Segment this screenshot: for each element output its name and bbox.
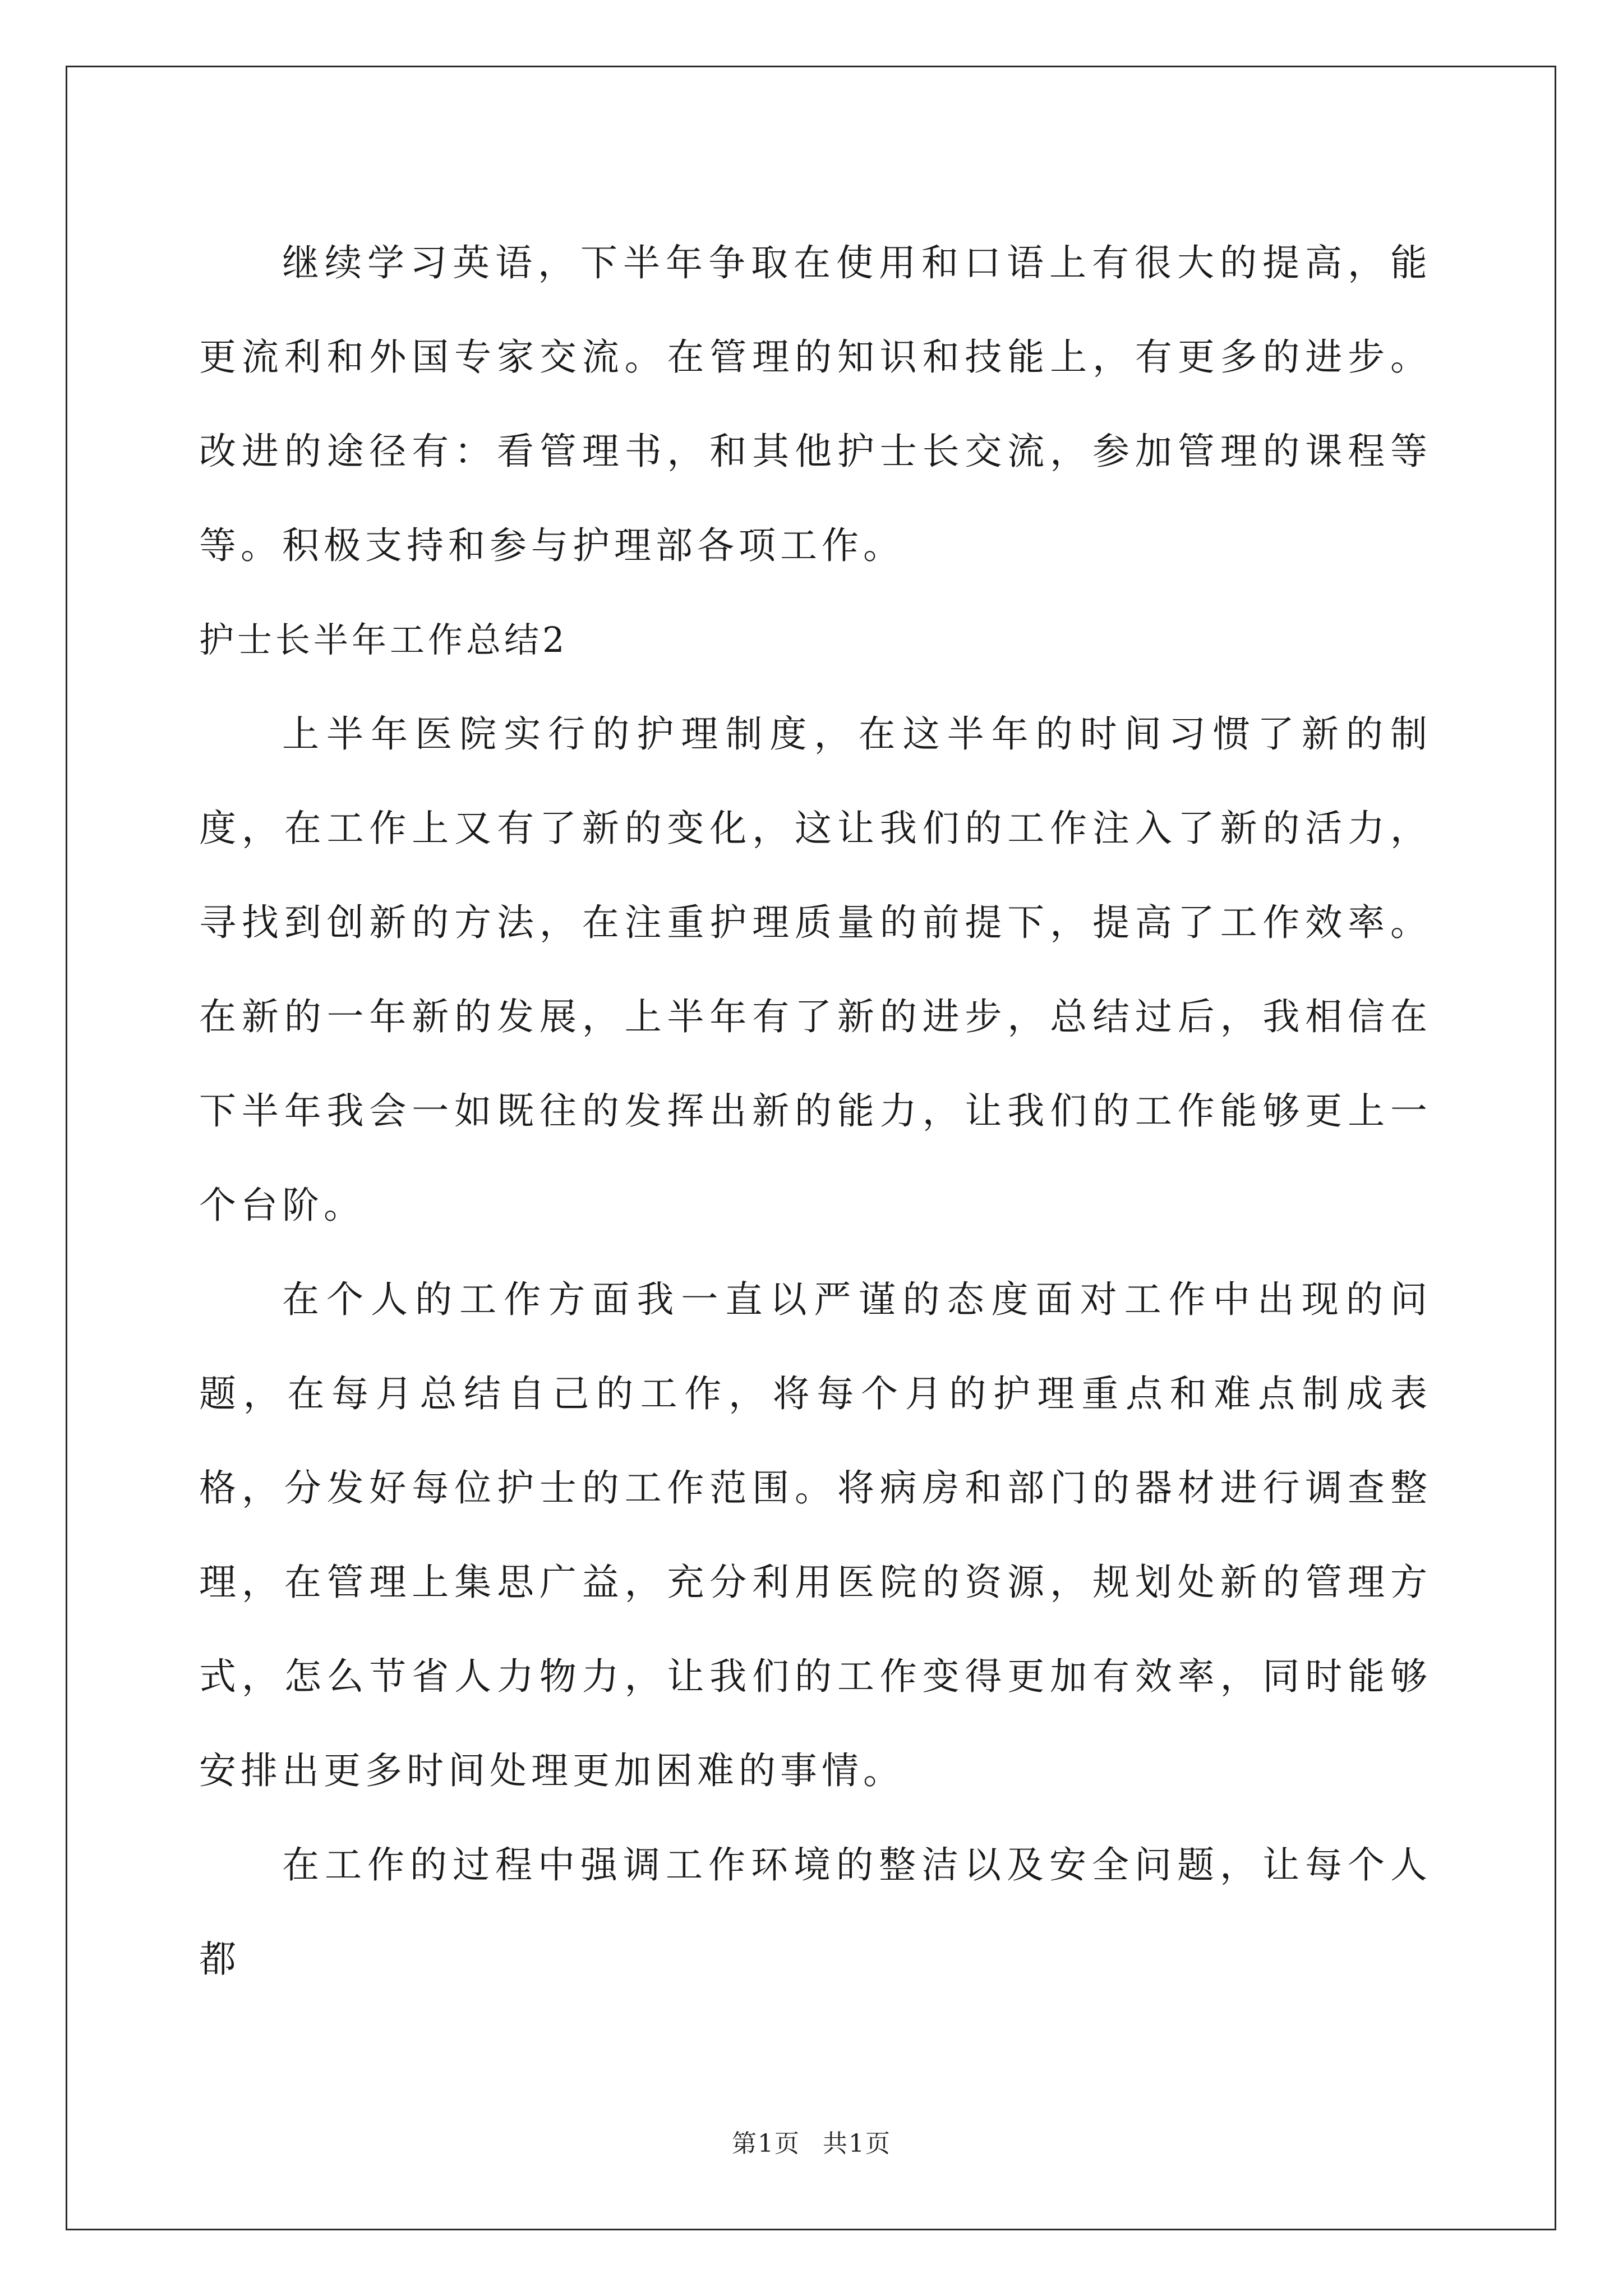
page-total: 共1页 xyxy=(823,2129,891,2158)
section-heading: 护士长半年工作总结2 xyxy=(199,619,568,660)
paragraph-4: 在工作的过程中强调工作环境的整洁以及安全问题，让每个人都 xyxy=(199,1843,1432,1981)
paragraph-1: 继续学习英语，下半年争取在使用和口语上有很大的提高，能更流利和外国专家交流。在管理的知识和技能上，有更多的进步。改进的途径有：看管理书，和其他护士长交流，参加管理的课程等等。积极支持和参与护理部各项工作。 xyxy=(199,241,1432,567)
page-footer xyxy=(0,2123,1623,2159)
page-number: 第1页 xyxy=(732,2129,800,2158)
paragraph-3: 在个人的工作方面我一直以严谨的态度面对工作中出现的问题，在每月总结自己的工作，将每个月的护理重点和难点制成表格，分发好每位护士的工作范围。将病房和部门的器材进行调查整理，在管理上集思广益，充分利用医院的资源，规划处新的管理方式，怎么节省人力物力，让我们的工作变得更加有效率，同时能够安排出更多时间处理更加困难的事情。 xyxy=(199,1278,1432,1792)
document-body xyxy=(199,216,1432,2007)
paragraph-2: 上半年医院实行的护理制度，在这半年的时间习惯了新的制度，在工作上又有了新的变化，这让我们的工作注入了新的活力，寻找到创新的方法，在注重护理质量的前提下，提高了工作效率。在新的一年新的发展，上半年有了新的进步，总结过后，我相信在下半年我会一如既往的发挥出新的能力，让我们的工作能够更上一个台阶。 xyxy=(199,712,1432,1227)
